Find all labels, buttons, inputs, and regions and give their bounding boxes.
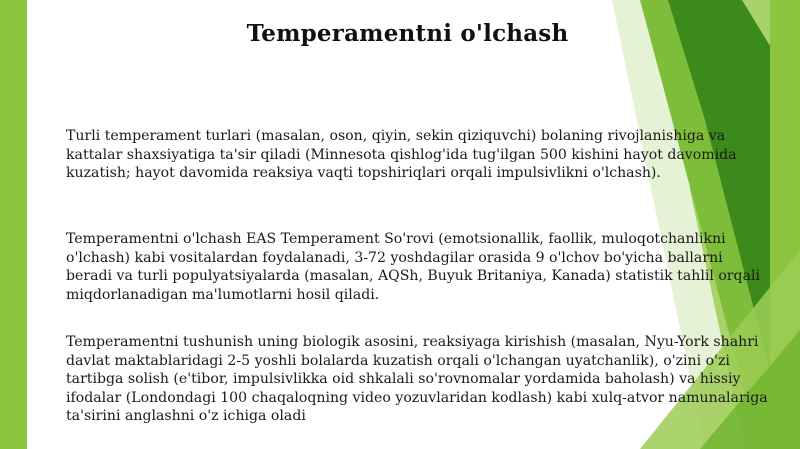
paragraph-3: Temperamentni tushunish uning biologik asosini, reaksiyaga kirishish (masalan, Nyu-York shahri davlat maktablaridagi 2-5 yoshli bolalarda kuzatish orqali o'lchangan uyatchanlik), o'zini o'zi tartibga solish (e'tibor, impulsivlikka oid shkalali so'rovnomalar yordamida baholash) va hissiy ifodalar (Londondagi 100 chaqaloqning video yozuvlaridan kodlash) kabi xulq-atvor namunalariga ta'sirini anglashni o'z ichiga oladi xyxy=(66,334,768,424)
paragraph-1: Turli temperament turlari (masalan, oson, qiyin, sekin qiziquvchi) bolaning rivojlanishiga va kattalar shaxsiyatiga ta'sir qiladi (Minnesota qishlog'ida tug'ilgan 500 kishini hayot davomida kuzatish; hayot davomida reaksiya vaqti topshiriqlari orqali impulsivlikni o'lchash). xyxy=(66,128,737,181)
left-accent-strip xyxy=(0,0,27,449)
slide-title: Temperamentni o'lchash xyxy=(246,20,569,47)
paragraph-2: Temperamentni o'lchash EAS Temperament So'rovi (emotsionallik, faollik, muloqotchanlikni o'lchash) kabi vositalardan foydalanadi, 3-72 yoshdagilar orasida 9 o'lchov bo'yicha ballarni beradi va turli populyatsiyalarda (masalan, AQSh, Buyuk Britaniya, Kanada) statistik tahlil orqali miqdorlanadigan ma'lumotlarni hosil qiladi. xyxy=(66,231,760,303)
